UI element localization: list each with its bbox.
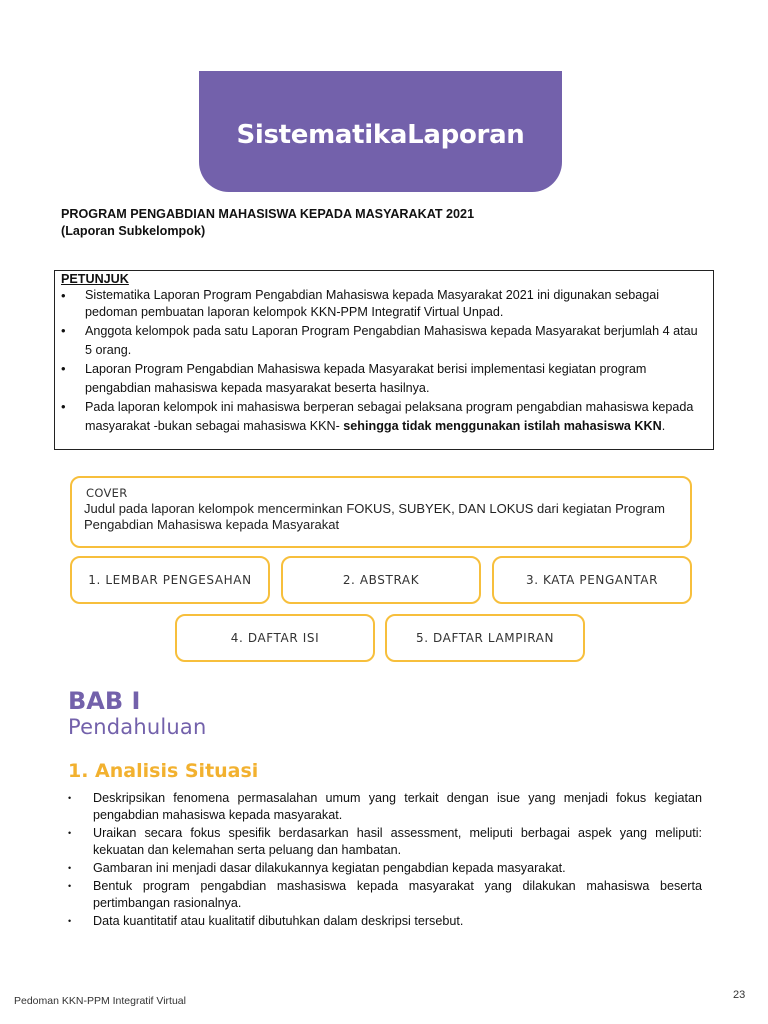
section-heading: 1. Analisis Situasi [68,760,259,782]
cover-box [70,476,692,548]
petunjuk-item [61,398,705,435]
analisis-item: • Bentuk program pengabdian mashasiswa kepada masyarakat yang dilakukan mahasiswa beserta pertimbangan rasionalnya. [68,878,702,912]
petunjuk-item-end: . [661,418,666,433]
petunjuk-item: • Laporan Program Pengabdian Mahasiswa kepada Masyarakat berisi implementasi kegiatan program pengabdian mahasiswa kepada masyarakat beserta hasilnya. [61,360,705,397]
analisis-item: • Deskripsikan fenomena permasalahan umum yang terkait dengan isue yang menjadi fokus kegiatan pengabdian mahasiswa kepada masyarakat. [68,790,702,824]
chapter-subtitle: Pendahuluan [68,715,207,739]
section-daftar-isi: 4. DAFTAR ISI [175,614,375,662]
chapter-title: BAB I [68,687,141,715]
petunjuk-item-text: Pada laporan kelompok ini mahasiswa berperan sebagai pelaksana program pengabdian mahasiswa kepada masyarakat -bukan sebagai mahasiswa KKN- [85,400,694,433]
analisis-list [68,790,702,931]
program-title [61,206,474,240]
petunjuk-list [61,287,705,435]
section-lembar-pengesahan: 1. LEMBAR PENGESAHAN [70,556,270,604]
footer-text: Pedoman KKN-PPM Integratif Virtual [14,995,186,1007]
analisis-item: • Data kuantitatif atau kualitatif dibutuhkan dalam deskripsi tersebut. [68,913,702,930]
petunjuk-item: • Anggota kelompok pada satu Laporan Program Pengabdian Mahasiswa kepada Masyarakat berjumlah 4 atau 5 orang. [61,322,705,359]
petunjuk-item: • Sistematika Laporan Program Pengabdian Mahasiswa kepada Masyarakat 2021 ini digunakan sebagai pedoman pembuatan laporan kelompok KKN-PPM Integratif Virtual Unpad. [61,287,705,321]
section-abstrak: 2. ABSTRAK [281,556,481,604]
cover-label: COVER [86,486,128,500]
page-title: SistematikaLaporan [236,119,525,150]
petunjuk-item-emphasis: sehingga tidak menggunakan istilah mahasiswa KKN [343,418,662,433]
page-number: 23 [733,989,746,1001]
analisis-item: • Uraikan secara fokus spesifik berdasarkan hasil assessment, meliputi berbagai aspek yang meliputi: kekuatan dan kelemahan serta peluang dan hambatan. [68,825,702,859]
section-daftar-lampiran: 5. DAFTAR LAMPIRAN [385,614,585,662]
petunjuk-box [54,270,714,450]
program-subtitle: (Laporan Subkelompok) [61,224,206,238]
cover-description: Judul pada laporan kelompok mencerminkan FOKUS, SUBYEK, DAN LOKUS dari kegiatan Program Pengabdian Mahasiswa kepada Masyarakat [84,501,665,532]
section-kata-pengantar: 3. KATA PENGANTAR [492,556,692,604]
petunjuk-heading: PETUNJUK [61,272,129,286]
analisis-item: • Gambaran ini menjadi dasar dilakukannya kegiatan pengabdian kepada masyarakat. [68,860,702,877]
program-title-line: PROGRAM PENGABDIAN MAHASISWA KEPADA MASYARAKAT 2021 [61,207,475,221]
title-banner [199,71,562,192]
